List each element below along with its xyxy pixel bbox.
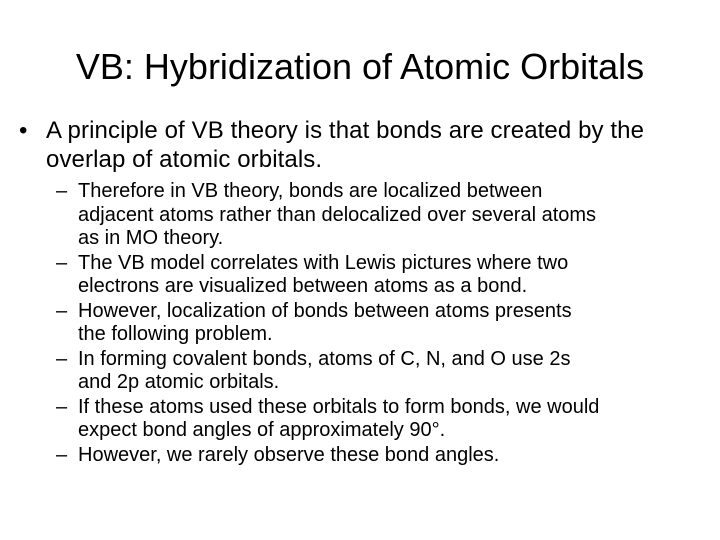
sub-bullet-text: The VB model correlates with Lewis pictures where two electrons are visualized between atoms as a bond.: [78, 251, 569, 297]
sub-bullet: [56, 348, 712, 395]
sub-bullet-text: In forming covalent bonds, atoms of C, N, and O use 2s and 2p atomic orbitals.: [78, 347, 571, 393]
sub-bullet: [56, 300, 712, 347]
sub-bullet-text: If these atoms used these orbitals to form bonds, we would expect bond angles of approximately 90°.: [78, 395, 600, 441]
dash-marker: –: [56, 180, 68, 202]
sub-bullet-text: Therefore in VB theory, bonds are localized between adjacent atoms rather than delocalized over several atoms as in MO theory.: [78, 180, 597, 249]
sub-bullet: [56, 396, 712, 443]
dash-marker: –: [56, 299, 68, 322]
main-bullet-text: A principle of VB theory is that bonds are created by the overlap of atomic orbitals.: [46, 117, 645, 173]
dash-marker: –: [56, 395, 68, 418]
sub-bullet: [56, 180, 712, 251]
dash-marker: –: [56, 251, 68, 274]
sub-bullet: [56, 252, 712, 299]
sub-bullet-text: However, we rarely observe these bond angles.: [78, 443, 500, 466]
sub-bullet-list: [56, 180, 712, 468]
bullet-marker: •: [19, 117, 28, 144]
sub-bullet: [56, 444, 712, 468]
dash-marker: –: [56, 443, 68, 466]
main-bullet: [19, 116, 709, 174]
dash-marker: –: [56, 347, 68, 370]
sub-bullet-text: However, localization of bonds between atoms presents the following problem.: [78, 299, 572, 345]
slide-title: VB: Hybridization of Atomic Orbitals: [75, 46, 645, 87]
